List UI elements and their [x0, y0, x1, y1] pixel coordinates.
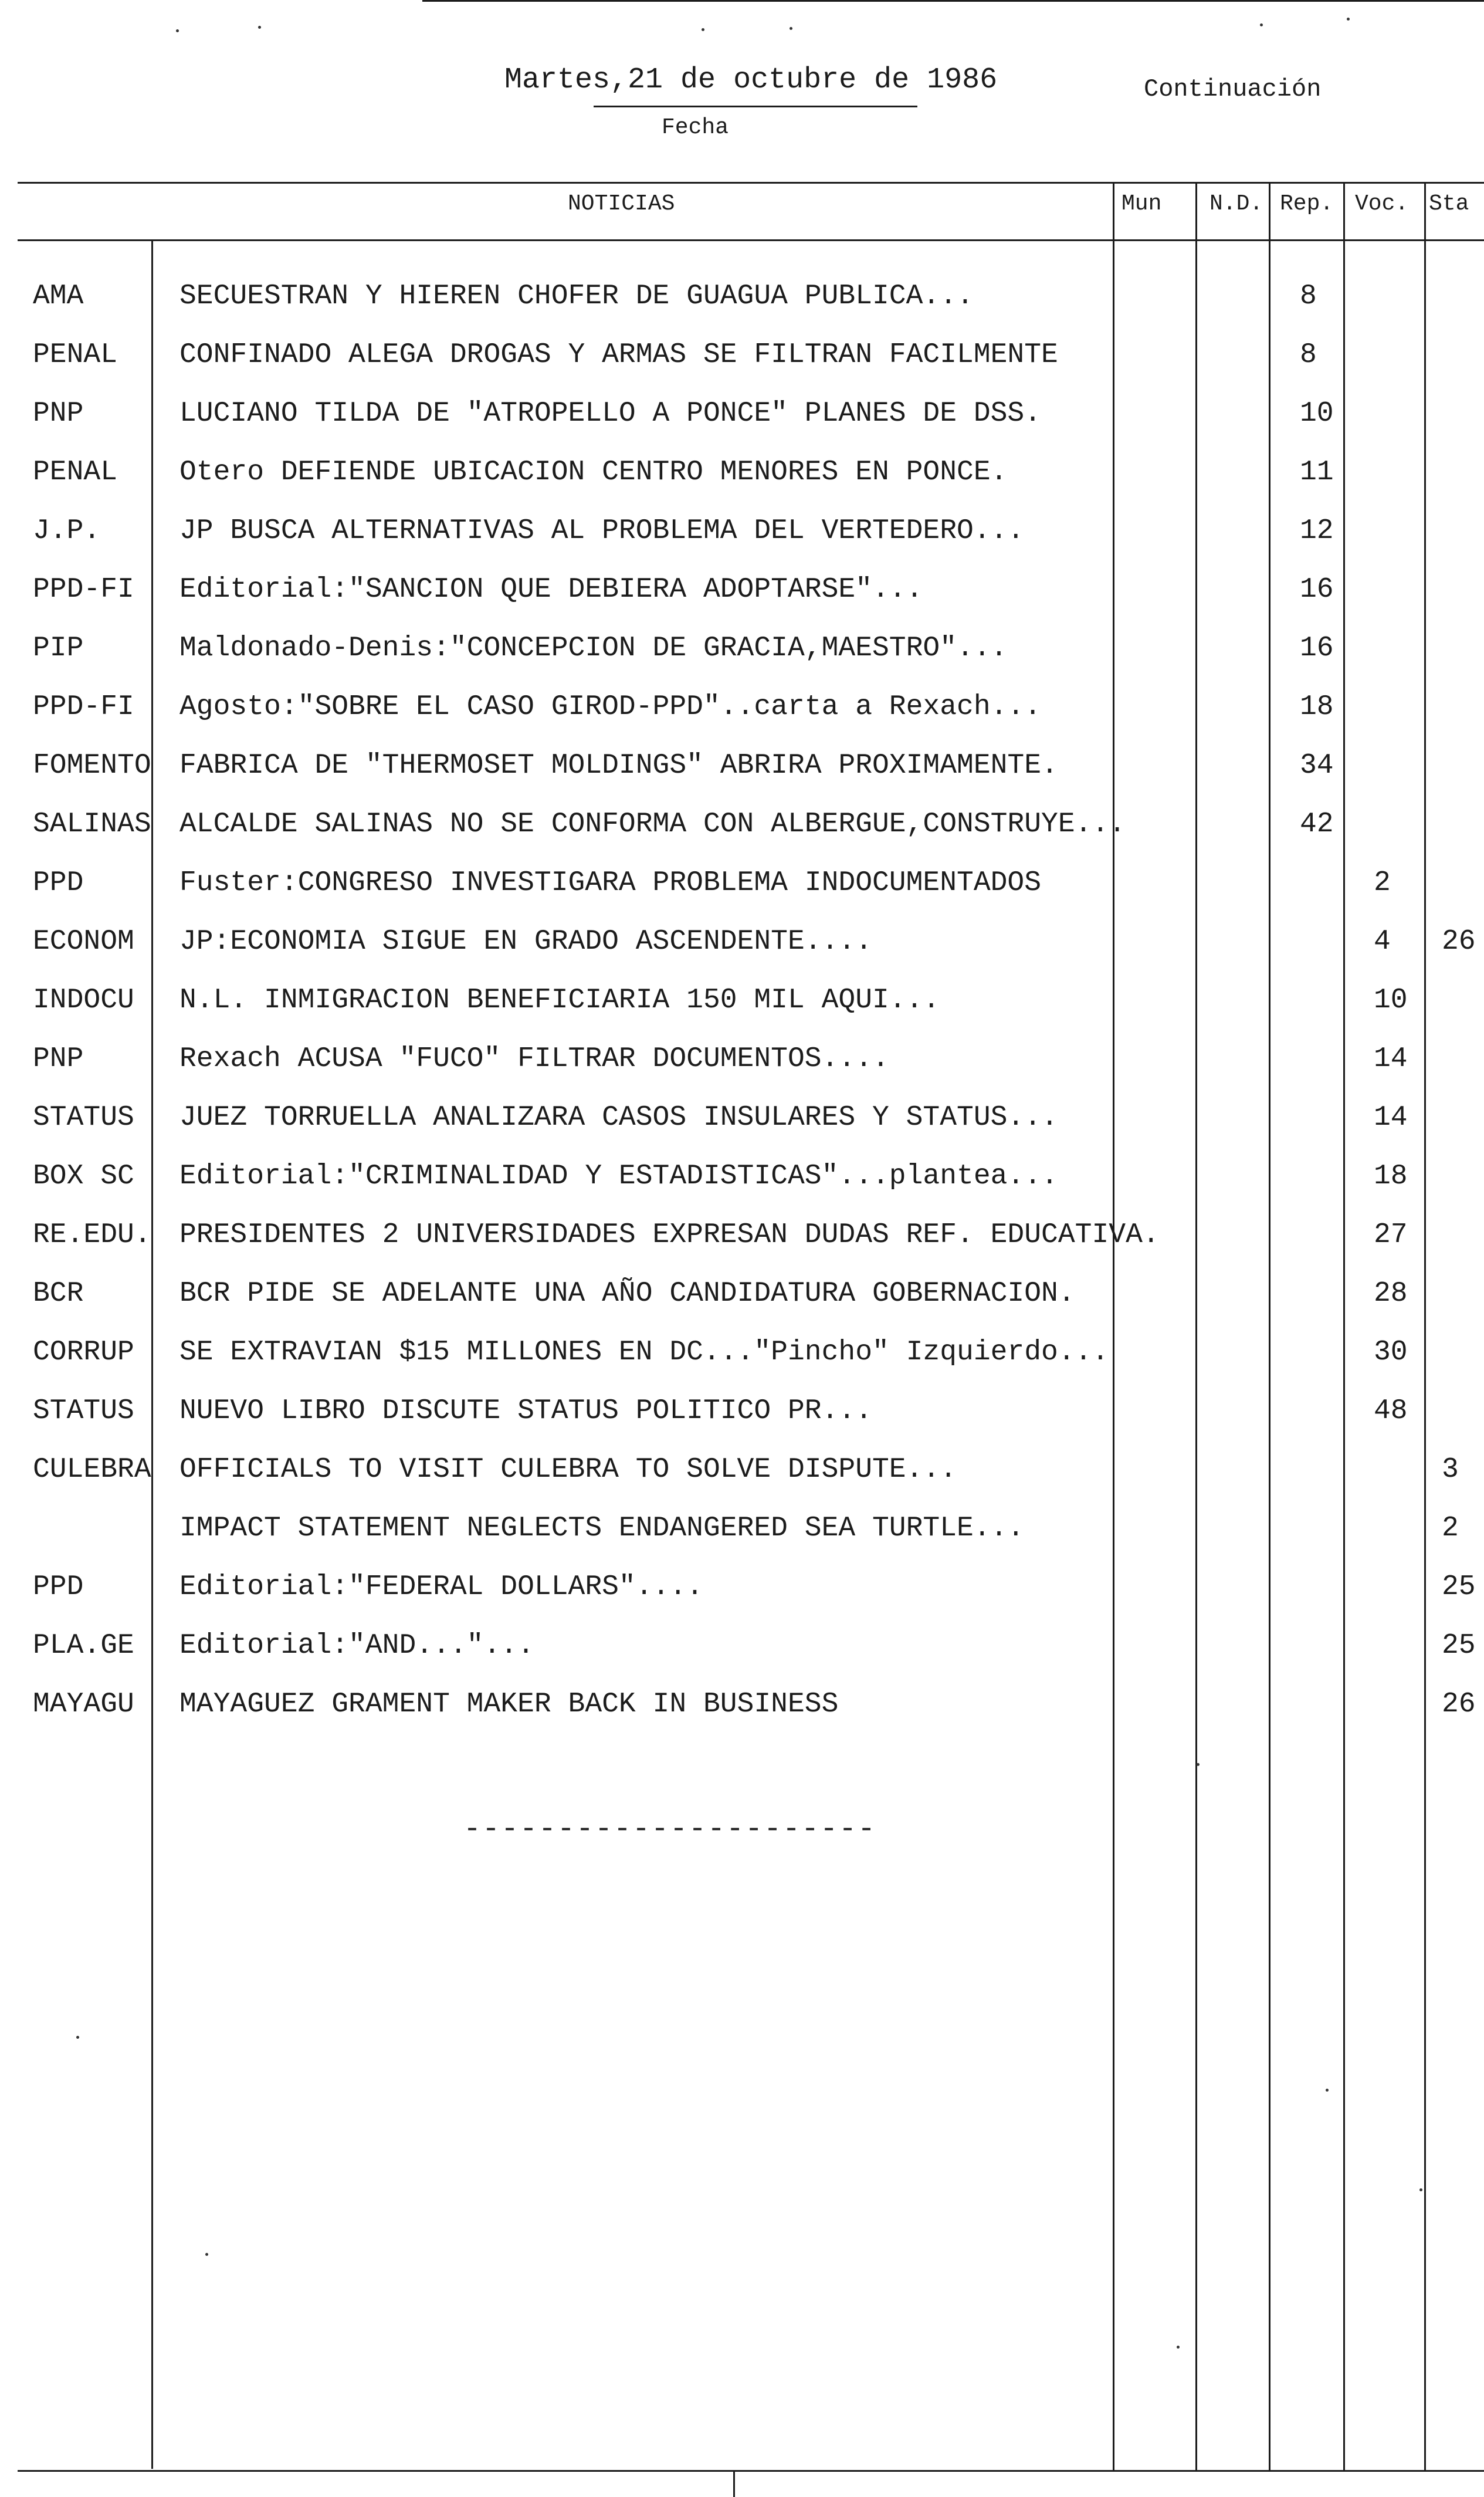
row-section: FOMENTO: [33, 750, 151, 781]
row-section: INDOCU: [33, 984, 134, 1016]
table-row: [0, 1379, 1484, 1437]
table-row: [0, 1320, 1484, 1379]
scan-speck: [76, 2036, 79, 2039]
row-title: Otero DEFIENDE UBICACION CENTRO MENORES EN PONCE.: [179, 456, 1008, 488]
row-title: JP:ECONOMIA SIGUE EN GRADO ASCENDENTE....: [179, 926, 872, 957]
table-row: [0, 1496, 1484, 1555]
row-section: MAYAGU: [33, 1689, 134, 1720]
scan-speck: [205, 2253, 208, 2256]
row-section: PIP: [33, 632, 84, 664]
table-row: [0, 909, 1484, 968]
row-section: PNP: [33, 1043, 84, 1075]
row-rep: 10: [1300, 398, 1334, 429]
row-sta: 3: [1442, 1454, 1459, 1486]
row-sta: 25: [1442, 1571, 1476, 1603]
row-voc: 14: [1374, 1102, 1408, 1134]
row-title: BCR PIDE SE ADELANTE UNA AÑO CANDIDATURA GOBERNACION.: [179, 1278, 1075, 1310]
row-title: FABRICA DE "THERMOSET MOLDINGS" ABRIRA PROXIMAMENTE.: [179, 750, 1058, 781]
row-voc: 18: [1374, 1160, 1408, 1192]
scan-speck: [176, 29, 179, 32]
row-title: LUCIANO TILDA DE "ATROPELLO A PONCE" PLANES DE DSS.: [179, 398, 1042, 429]
row-rep: 42: [1300, 808, 1334, 840]
row-section: J.P.: [33, 515, 101, 547]
row-voc: 30: [1374, 1337, 1408, 1368]
row-title: ALCALDE SALINAS NO SE CONFORMA CON ALBERGUE,CONSTRUYE...: [179, 808, 1126, 840]
row-title: OFFICIALS TO VISIT CULEBRA TO SOLVE DISPUTE...: [179, 1454, 957, 1486]
row-title: Editorial:"FEDERAL DOLLARS"....: [179, 1571, 703, 1603]
row-title: Editorial:"CRIMINALIDAD Y ESTADISTICAS"...plantea...: [179, 1160, 1058, 1192]
row-title: SE EXTRAVIAN $15 MILLONES EN DC..."Pincho" Izquierdo...: [179, 1337, 1109, 1368]
bottom-tick: [733, 2470, 735, 2497]
table-row: [0, 499, 1484, 557]
table-row: [0, 381, 1484, 440]
end-separator: ----------------------: [463, 1813, 877, 1846]
row-rep: 34: [1300, 750, 1334, 781]
row-section: SALINAS: [33, 808, 151, 840]
row-title: Editorial:"SANCION QUE DEBIERA ADOPTARSE"...: [179, 574, 923, 605]
row-rep: 8: [1300, 280, 1317, 312]
col-header-noticias: NOTICIAS: [568, 191, 675, 216]
table-row: [0, 1027, 1484, 1085]
table-row: [0, 675, 1484, 733]
row-section: RE.EDU.: [33, 1219, 151, 1251]
row-title: MAYAGUEZ GRAMENT MAKER BACK IN BUSINESS: [179, 1689, 839, 1720]
row-voc: 48: [1374, 1395, 1408, 1427]
row-sta: 25: [1442, 1630, 1476, 1662]
row-section: BOX SC: [33, 1160, 134, 1192]
row-section: PENAL: [33, 339, 118, 371]
row-sta: 26: [1442, 1689, 1476, 1720]
continuation-label: Continuación: [1144, 75, 1322, 103]
row-rep: 11: [1300, 456, 1334, 488]
scan-speck: [258, 26, 261, 29]
row-section: PPD: [33, 867, 84, 899]
row-section: PNP: [33, 398, 84, 429]
table-top-border: [18, 182, 1484, 184]
row-title: Rexach ACUSA "FUCO" FILTRAR DOCUMENTOS....: [179, 1043, 889, 1075]
row-rep: 18: [1300, 691, 1334, 723]
scan-speck: [1177, 2346, 1180, 2349]
row-rep: 12: [1300, 515, 1334, 547]
table-row: [0, 264, 1484, 323]
date-line: Martes,21 de octubre de 1986: [504, 63, 998, 97]
scan-speck: [1326, 2089, 1329, 2092]
col-header-sta: Sta: [1429, 191, 1469, 216]
table-row: [0, 440, 1484, 499]
table-row: [0, 792, 1484, 851]
scan-speck: [1419, 2188, 1422, 2191]
table-row: [0, 323, 1484, 381]
row-voc: 28: [1374, 1278, 1408, 1310]
row-section: AMA: [33, 280, 84, 312]
row-section: BCR: [33, 1278, 84, 1310]
table-bottom-border: [18, 2470, 1484, 2472]
row-section: PPD: [33, 1571, 84, 1603]
row-title: Maldonado-Denis:"CONCEPCION DE GRACIA,MAESTRO"...: [179, 632, 1008, 664]
scan-speck: [1347, 18, 1350, 21]
date-caption: Fecha: [662, 115, 729, 140]
row-section: PPD-FI: [33, 691, 134, 723]
scan-speck: [790, 27, 792, 30]
row-title: NUEVO LIBRO DISCUTE STATUS POLITICO PR...: [179, 1395, 872, 1427]
row-voc: 4: [1374, 926, 1391, 957]
table-row: [0, 851, 1484, 909]
row-section: STATUS: [33, 1395, 134, 1427]
scan-speck: [1260, 23, 1263, 26]
row-voc: 14: [1374, 1043, 1408, 1075]
row-title: N.L. INMIGRACION BENEFICIARIA 150 MIL AQUI...: [179, 984, 940, 1016]
row-section: ECONOM: [33, 926, 134, 957]
top-rule: [422, 0, 1484, 2]
table-row: [0, 968, 1484, 1027]
row-section: PLA.GE: [33, 1630, 134, 1662]
row-voc: 2: [1374, 867, 1391, 899]
row-voc: 27: [1374, 1219, 1408, 1251]
row-section: PPD-FI: [33, 574, 134, 605]
table-row: [0, 616, 1484, 675]
row-rep: 8: [1300, 339, 1317, 371]
date-underline: [594, 106, 917, 107]
row-title: CONFINADO ALEGA DROGAS Y ARMAS SE FILTRAN FACILMENTE: [179, 339, 1058, 371]
row-rep: 16: [1300, 632, 1334, 664]
row-title: SECUESTRAN Y HIEREN CHOFER DE GUAGUA PUBLICA...: [179, 280, 974, 312]
table-row: [0, 733, 1484, 792]
row-title: Agosto:"SOBRE EL CASO GIROD-PPD"..carta a Rexach...: [179, 691, 1042, 723]
row-section: STATUS: [33, 1102, 134, 1134]
row-sta: 2: [1442, 1513, 1459, 1544]
scan-speck: [702, 28, 704, 31]
row-title: IMPACT STATEMENT NEGLECTS ENDANGERED SEA TURTLE...: [179, 1513, 1025, 1544]
table-row: [0, 557, 1484, 616]
table-row: [0, 1613, 1484, 1672]
table-row: [0, 1144, 1484, 1203]
col-header-nd: N.D.: [1209, 191, 1263, 216]
table-header-border: [18, 239, 1484, 241]
row-title: JP BUSCA ALTERNATIVAS AL PROBLEMA DEL VERTEDERO...: [179, 515, 1025, 547]
table-row: [0, 1261, 1484, 1320]
scan-speck: [1197, 1763, 1200, 1766]
row-section: CORRUP: [33, 1337, 134, 1368]
col-header-mun: Mun: [1122, 191, 1162, 216]
table-row: [0, 1672, 1484, 1731]
table-row: [0, 1203, 1484, 1261]
row-section: PENAL: [33, 456, 118, 488]
col-header-rep: Rep.: [1280, 191, 1334, 216]
table-row: [0, 1085, 1484, 1144]
row-section: CULEBRA: [33, 1454, 151, 1486]
row-title: JUEZ TORRUELLA ANALIZARA CASOS INSULARES Y STATUS...: [179, 1102, 1058, 1134]
table-row: [0, 1555, 1484, 1613]
table-row: [0, 1437, 1484, 1496]
row-sta: 26: [1442, 926, 1476, 957]
row-title: PRESIDENTES 2 UNIVERSIDADES EXPRESAN DUDAS REF. EDUCATIVA.: [179, 1219, 1160, 1251]
row-rep: 16: [1300, 574, 1334, 605]
row-title: Editorial:"AND..."...: [179, 1630, 534, 1662]
row-voc: 10: [1374, 984, 1408, 1016]
col-header-voc: Voc.: [1355, 191, 1409, 216]
row-title: Fuster:CONGRESO INVESTIGARA PROBLEMA INDOCUMENTADOS: [179, 867, 1042, 899]
